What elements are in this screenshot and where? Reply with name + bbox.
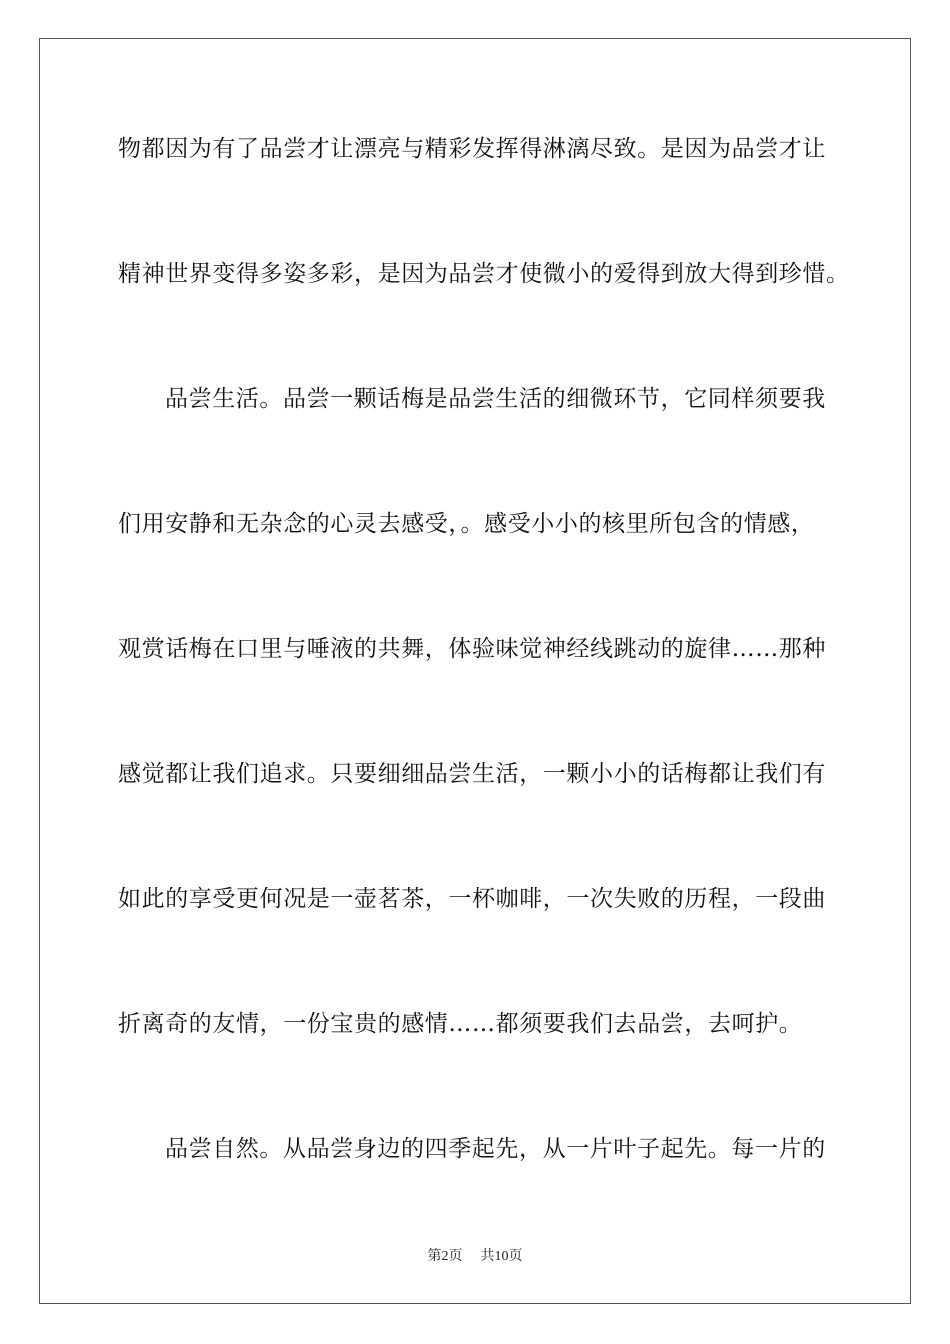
total-pages: 共10页 <box>480 1249 523 1264</box>
page-footer <box>0 1248 950 1266</box>
text-line-4: 们用安静和无杂念的心灵去感受，。感受小小的核里所包含的情感， <box>118 511 815 537</box>
page-border <box>39 38 911 1304</box>
text-line-1: 物都因为有了品尝才让漂亮与精彩发挥得淋漓尽致。是因为品尝才让 <box>118 136 826 162</box>
paragraph-start-line-9: 品尝自然。从品尝身边的四季起先，从一片叶子起先。每一片的 <box>165 1136 826 1162</box>
text-line-6: 感觉都让我们追求。只要细细品尝生活，一颗小小的话梅都让我们有 <box>118 761 826 787</box>
text-line-8: 折离奇的友情，一份宝贵的感情……都须要我们去品尝，去呵护。 <box>118 1011 803 1037</box>
text-line-7: 如此的享受更何况是一壶茗茶，一杯咖啡，一次失败的历程，一段曲 <box>118 886 826 912</box>
page-number: 第2页 <box>427 1249 463 1264</box>
text-line-2: 精神世界变得多姿多彩，是因为品尝才使微小的爱得到放大得到珍惜。 <box>118 261 850 287</box>
text-line-5: 观赏话梅在口里与唾液的共舞，体验味觉神经线跳动的旋律……那种 <box>118 636 826 662</box>
paragraph-start-line-3: 品尝生活。品尝一颗话梅是品尝生活的细微环节，它同样须要我 <box>165 386 826 412</box>
